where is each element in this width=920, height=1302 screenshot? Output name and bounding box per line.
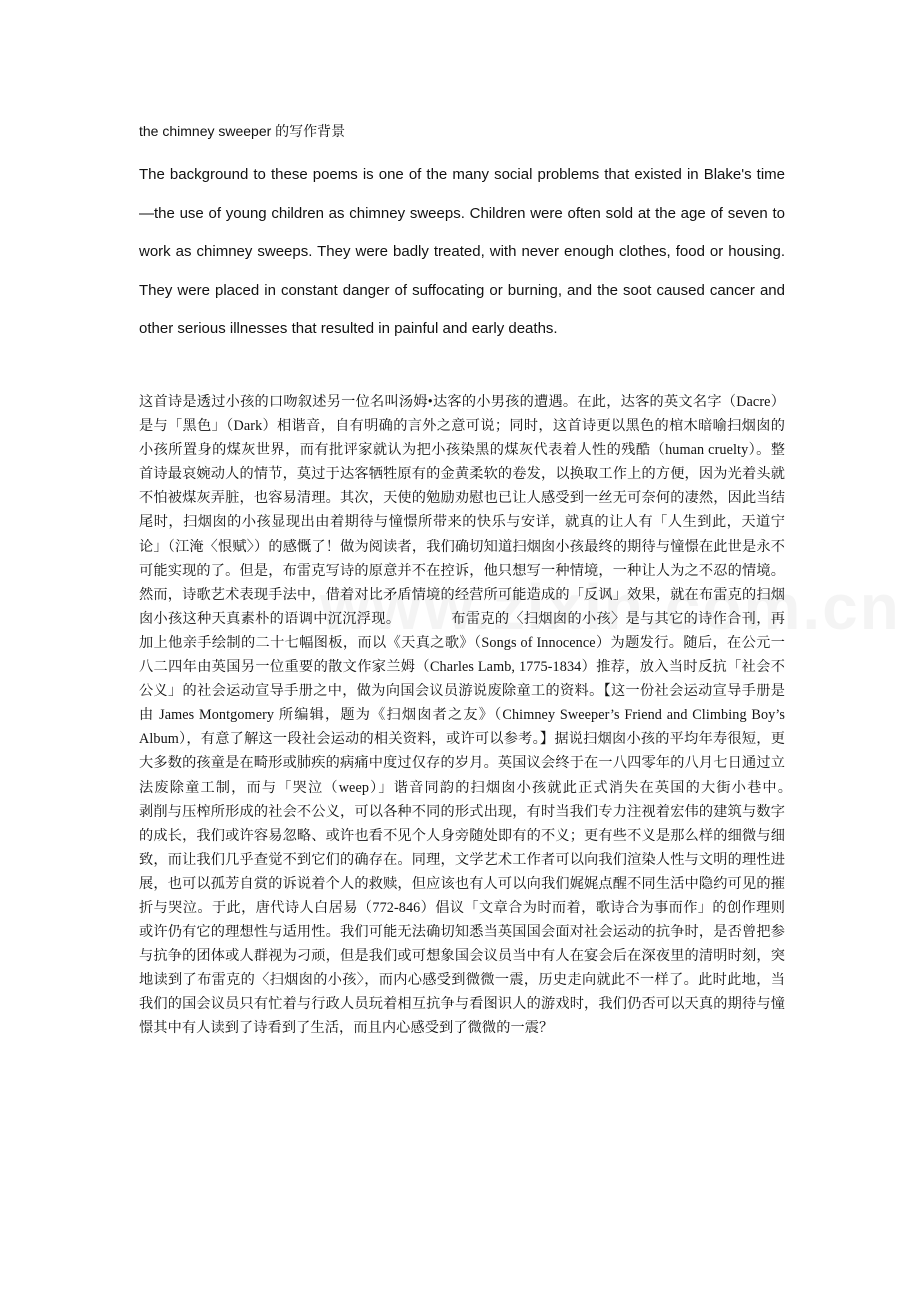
english-paragraph: The background to these poems is one of the many social problems that existed in Blake's time—the use of young children as chimney sweeps. Children were often sold at the age of seven to work as chimney sweeps. They were badly treated, with never enough clothes, food or housing. They were placed in constant danger of suffocating or burning, and the soot caused cancer and other serious illnesses that resulted in painful and early deaths.: [139, 166, 785, 337]
chinese-paragraph: 这首诗是透过小孩的口吻叙述另一位名叫汤姆•达客的小男孩的遭遇。在此，达客的英文名字（Dacre）是与「黑色」（Dark）相谐音，自有明确的言外之意可说；同时，这首诗更以黑色的棺木暗喻扫烟囱的小孩所置身的煤灰世界，而有批评家就认为把小孩染黑的煤灰代表着人性的残酷（human cruelty）。整首诗最哀婉动人的情节，莫过于达客牺牲原有的金黄柔软的卷发，以换取工作上的方便，因为光着头就不怕被煤灰弄脏，也容易清理。其次，天使的勉励劝慰也已让人感受到一丝无可奈何的凄然，因此当结尾时，扫烟囱的小孩显现出由着期待与憧憬所带来的快乐与安详，就真的让人有「人生到此，天道宁论」（江淹〈恨赋〉）的感慨了！做为阅读者，我们确切知道扫烟囱小孩最终的期待与憧憬在此世是永不可能实现的了。但是，布雷克写诗的原意并不在控诉，他只想写一种情境，一种让人为之不忍的情境。然而，诗歌艺术表现手法中，借着对比矛盾情境的经营所可能造成的「反讽」效果，就在布雷克的扫烟囱小孩这种天真素朴的语调中沉沉浮现。 布雷克的〈扫烟囱的小孩〉是与其它的诗作合刊，再加上他亲手绘制的二十七幅图板，而以《天真之歌》（Songs of Innocence）为题发行。随后，在公元一八二四年由英国另一位重要的散文作家兰姆（Charles Lamb, 1775-1834）推荐，放入当时反抗「社会不公义」的社会运动宣导手册之中，做为向国会议员游说废除童工的资料。【这一份社会运动宣导手册是由 James Montgomery 所编辑，题为《扫烟囱者之友》（Chimney Sweeper’s Friend and Climbing Boy’s Album），有意了解这一段社会运动的相关资料，或许可以参考。】据说扫烟囱小孩的平均年寿很短，更大多数的孩童是在畸形或肺疾的病痛中度过仅存的岁月。英国议会终于在一八四零年的八月七日通过立法废除童工制，而与「哭泣（weep）」谐音同韵的扫烟囱小孩就此正式消失在英国的大街小巷中。 剥削与压榨所形成的社会不公义，可以各种不同的形式出现，有时当我们专力注视着宏伟的建筑与数字的成长，我们或许容易忽略、或许也看不见个人身旁随处即有的不义；更有些不义是那么样的细微与细致，而让我们几乎查觉不到它们的确存在。同理，文学艺术工作者可以向我们渲染人性与文明的理性进展，也可以孤芳自赏的诉说着个人的救赎，但应该也有人可以向我们娓娓点醒不同生活中隐约可见的摧折与哭泣。于此，唐代诗人白居易（772-846）倡议「文章合为时而着，歌诗合为事而作」的创作理则或许仍有它的理想性与适用性。我们可能无法确切知悉当英国国会面对社会运动的抗争时，是否曾把参与抗争的团体或人群视为刁顽，但是我们或可想象国会议员当中有人在宴会后在深夜里的清明时刻，突地读到了布雷克的〈扫烟囱的小孩〉，而内心感受到微微一震，历史走向就此不一样了。此时此地，当我们的国会议员只有忙着与行政人员玩着相互抗争与看图识人的游戏时，我们仍否可以天真的期待与憧憬其中有人读到了诗看到了生活，而且内心感受到了微微的一震？: [139, 394, 857, 1037]
document-heading: the chimney sweeper 的写作背景: [139, 123, 346, 139]
